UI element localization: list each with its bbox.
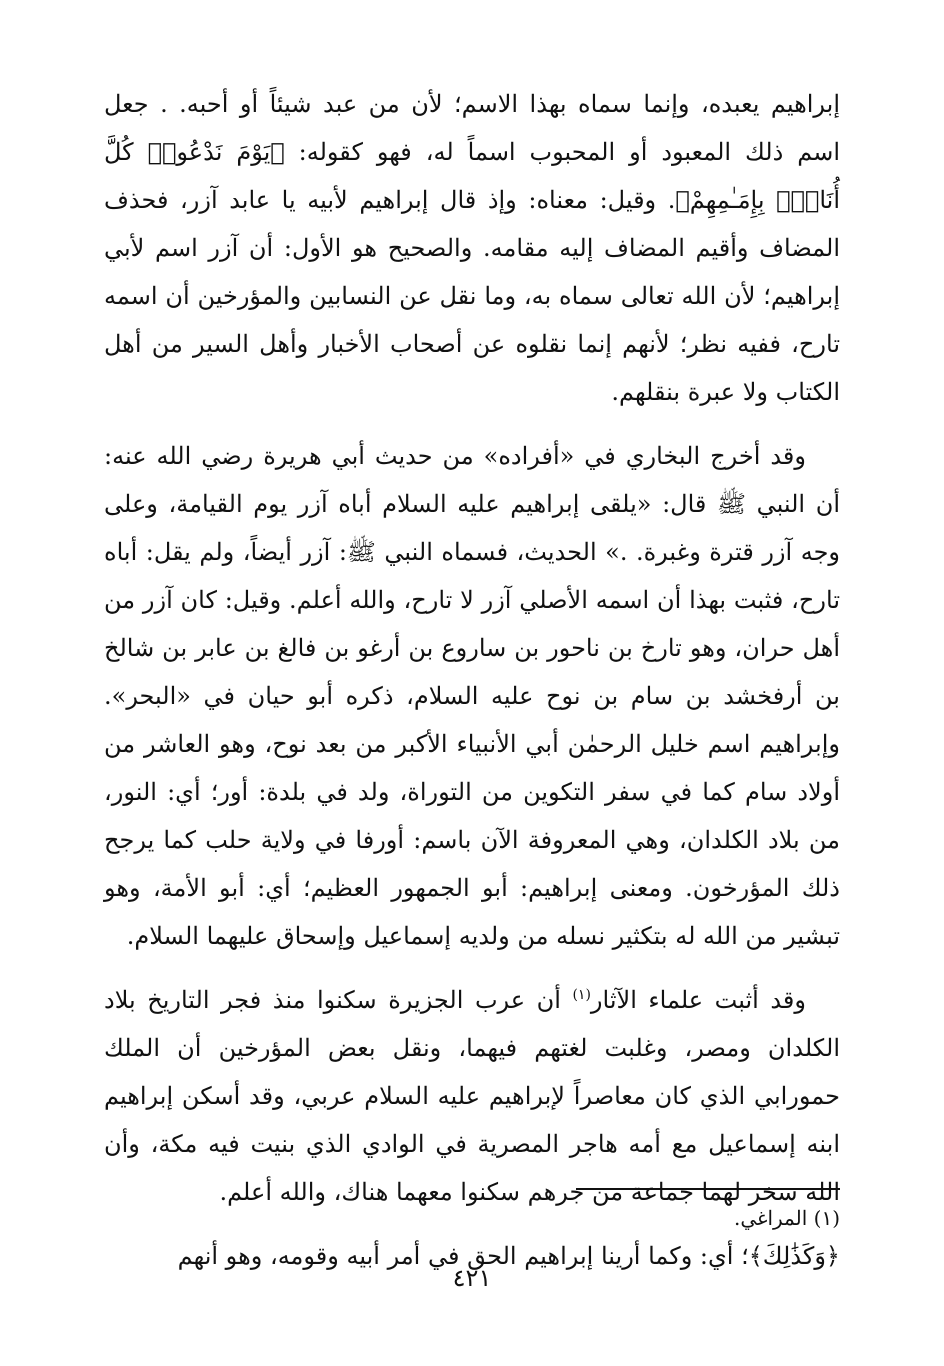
paragraph-3-text-after-note: أن عرب الجزيرة سكنوا منذ فجر التاريخ بلاد الكلدان ومصر، وغلبت لغتهم فيهما، ونقل بعض المؤرخين أن الملك حمورابي الذي كان معاصراً لإبراهيم عليه السلام عربي، وقد أسكن إبراهيم ابنه إسماعيل مع أمه هاجر المصرية في الوادي الذي بنيت فيه مكة، وأن الله سخر لهما جماعة من جرهم سكنوا معهما هناك، والله أعلم. — [104, 986, 840, 1206]
paragraph-3-text-before-note: وقد أثبت علماء الآثار — [590, 986, 806, 1014]
page-number: ٤٢١ — [452, 1264, 492, 1292]
footnote-marker: (١) — [813, 1206, 840, 1230]
paragraph-1: إبراهيم يعبده، وإنما سماه بهذا الاسم؛ لأن من عبد شيئاً أو أحبه. . جعل اسم ذلك المعبود أو المحبوب اسماً له، فهو كقوله: ﴿يَوْمَ نَدْعُوا۟ كُلَّ أُنَاسٍۭ بِإِمَـٰمِهِمْ﴾. وقيل: معناه: وإذ قال إبراهيم لأبيه يا عابد آزر، فحذف المضاف وأقيم المضاف إليه مقامه. والصحيح هو الأول: أن آزر اسم لأبي إبراهيم؛ لأن الله تعالى سماه به، وما نقل عن النسابين والمؤرخين أن اسمه تارح، ففيه نظر؛ لأنهم إنما نقلوه عن أصحاب الأخبار وأهل السير من أهل الكتاب ولا عبرة بنقلهم. — [104, 90, 840, 406]
footnote-text: المراغي. — [733, 1206, 808, 1230]
footnote-ref-1[interactable]: (١) — [572, 987, 591, 1003]
page-body — [104, 80, 840, 1280]
footnote-1 — [104, 1200, 840, 1236]
footnote-divider — [576, 1188, 840, 1190]
paragraph-3 — [104, 976, 840, 1216]
paragraph-2: وقد أخرج البخاري في «أفراده» من حديث أبي هريرة رضي الله عنه: أن النبي ﷺ قال: «يلقى إبراهيم عليه السلام أباه آزر يوم القيامة، وعلى وجه آزر قترة وغبرة. .» الحديث، فسماه النبي ﷺ: آزر أيضاً، ولم يقل: أباه تارح، فثبت بهذا أن اسمه الأصلي آزر لا تارح، والله أعلم. وقيل: كان آزر من أهل حران، وهو تارخ بن ناحور بن ساروع بن أرغو بن فالغ بن عابر بن شالخ بن أرفخشد بن سام بن نوح عليه السلام، ذكره أبو حيان في «البحر». وإبراهيم اسم خليل الرحمٰن أبي الأنبياء الأكبر من بعد نوح، وهو العاشر من أولاد سام كما في سفر التكوين من التوراة، ولد في بلدة: أور؛ أي: النور، من بلاد الكلدان، وهي المعروفة الآن باسم: أورفا في ولاية حلب كما يرجح ذلك المؤرخون. ومعنى إبراهيم: أبو الجمهور العظيم؛ أي: أبو الأمة، وهو تبشير من الله له بتكثير نسله من ولديه إسماعيل وإسحاق عليهما السلام. — [104, 442, 840, 950]
paragraph-4: ﴿وَكَذَٰلِكَ﴾؛ أي: وكما أرينا إبراهيم الحق في أمر أبيه وقومه، وهو أنهم — [177, 1242, 840, 1270]
